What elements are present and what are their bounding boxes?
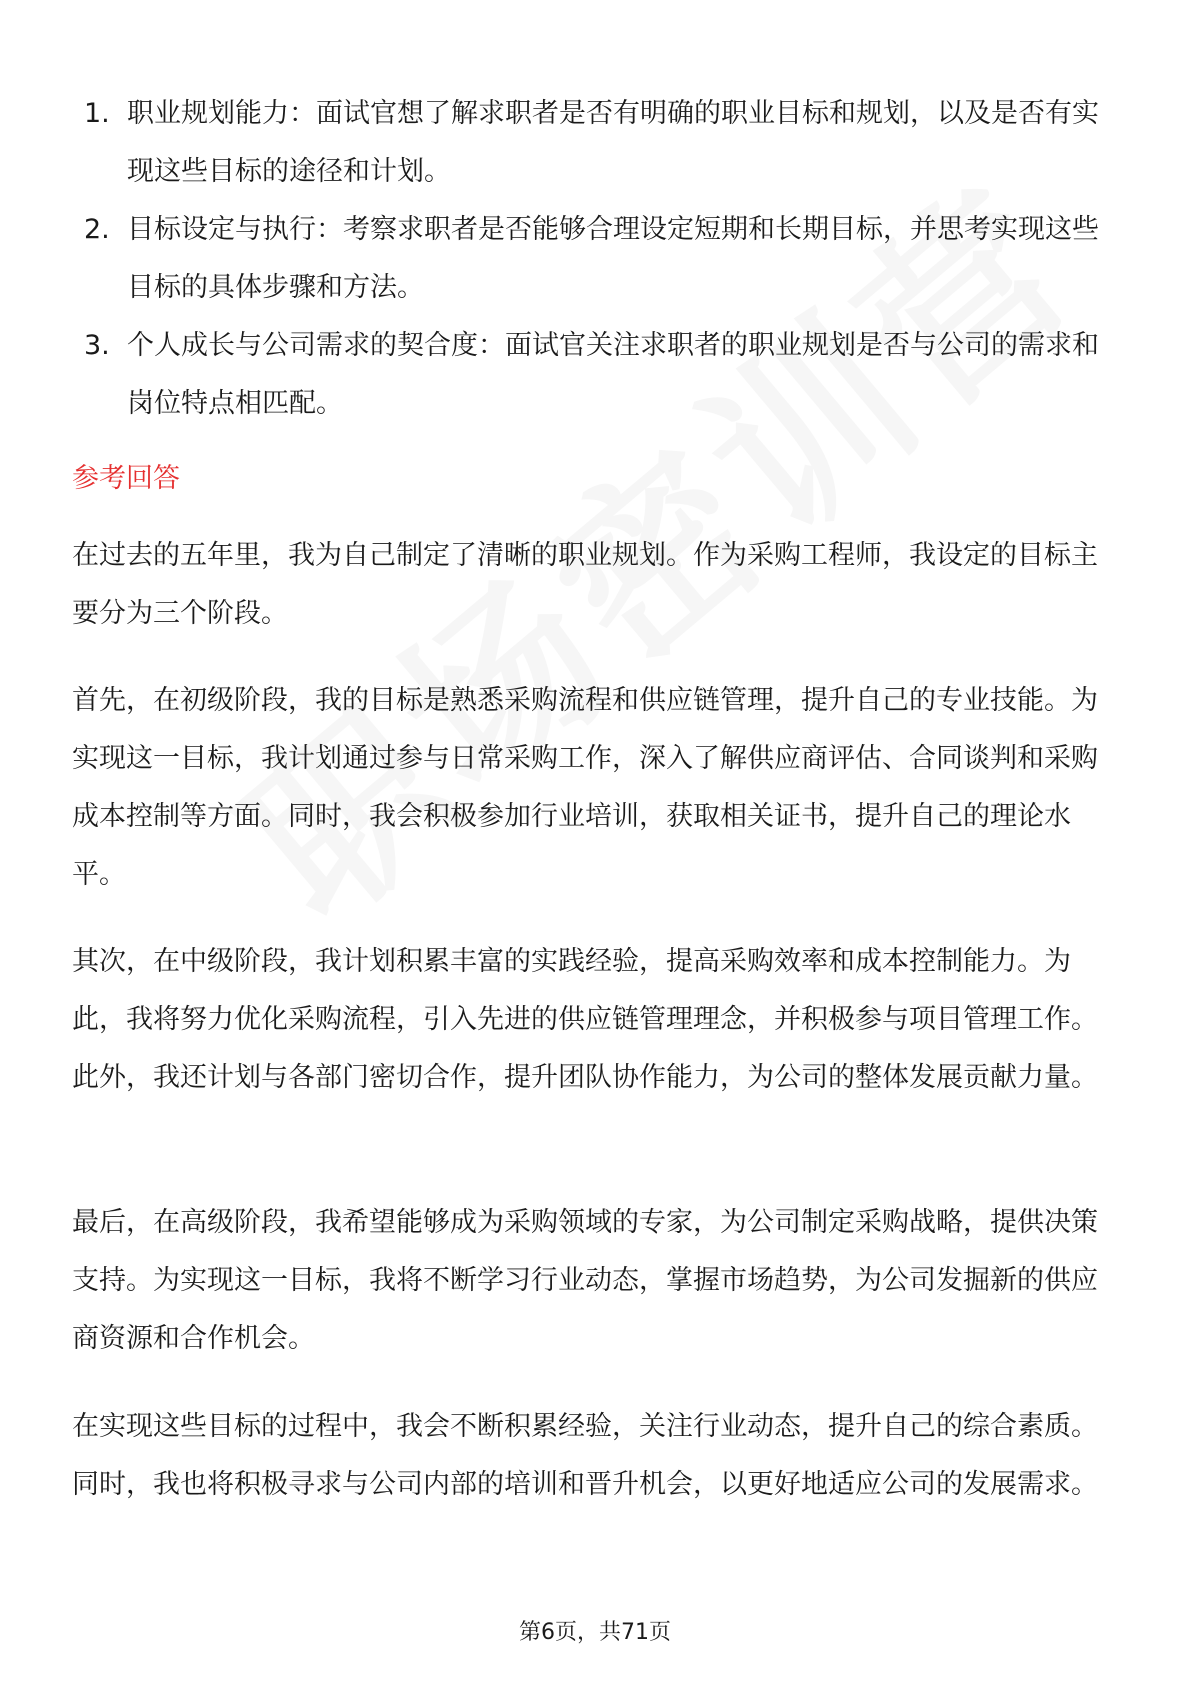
criteria-list: [84, 85, 1114, 433]
list-item-number: 3.: [84, 330, 110, 361]
list-item: [84, 85, 1114, 201]
answer-paragraph-intro: 在过去的五年里，我为自己制定了清晰的职业规划。作为采购工程师，我设定的目标主要分为三个阶段。: [72, 540, 1098, 629]
answer-paragraph-senior: 最后，在高级阶段，我希望能够成为采购领域的专家，为公司制定采购战略，提供决策支持。为实现这一目标，我将不断学习行业动态，掌握市场趋势，为公司发掘新的供应商资源和合作机会。: [72, 1207, 1098, 1354]
list-item-text: 目标设定与执行：考察求职者是否能够合理设定短期和长期目标，并思考实现这些目标的具体步骤和方法。: [127, 214, 1099, 303]
list-item-text: 个人成长与公司需求的契合度：面试官关注求职者的职业规划是否与公司的需求和岗位特点相匹配。: [127, 330, 1099, 419]
answer-paragraph-mid: 其次，在中级阶段，我计划积累丰富的实践经验，提高采购效率和成本控制能力。为此，我将努力优化采购流程，引入先进的供应链管理理念，并积极参与项目管理工作。此外，我还计划与各部门密切合作，提升团队协作能力，为公司的整体发展贡献力量。: [72, 946, 1098, 1093]
answer-paragraph-closing: 在实现这些目标的过程中，我会不断积累经验，关注行业动态，提升自己的综合素质。同时，我也将积极寻求与公司内部的培训和晋升机会，以更好地适应公司的发展需求。: [72, 1411, 1098, 1500]
list-item: [84, 317, 1114, 433]
list-item: [84, 201, 1114, 317]
answer-paragraph-junior: 首先，在初级阶段，我的目标是熟悉采购流程和供应链管理，提升自己的专业技能。为实现这一目标，我计划通过参与日常采购工作，深入了解供应商评估、合同谈判和采购成本控制等方面。同时，我会积极参加行业培训，获取相关证书，提升自己的理论水平。: [72, 685, 1098, 890]
list-item-text: 职业规划能力：面试官想了解求职者是否有明确的职业目标和规划，以及是否有实现这些目标的途径和计划。: [127, 98, 1099, 187]
list-item-number: 1.: [84, 98, 110, 129]
reference-answer-heading: 参考回答: [72, 463, 180, 494]
list-item-number: 2.: [84, 214, 110, 245]
page-number: 第6页，共71页: [519, 1620, 671, 1645]
